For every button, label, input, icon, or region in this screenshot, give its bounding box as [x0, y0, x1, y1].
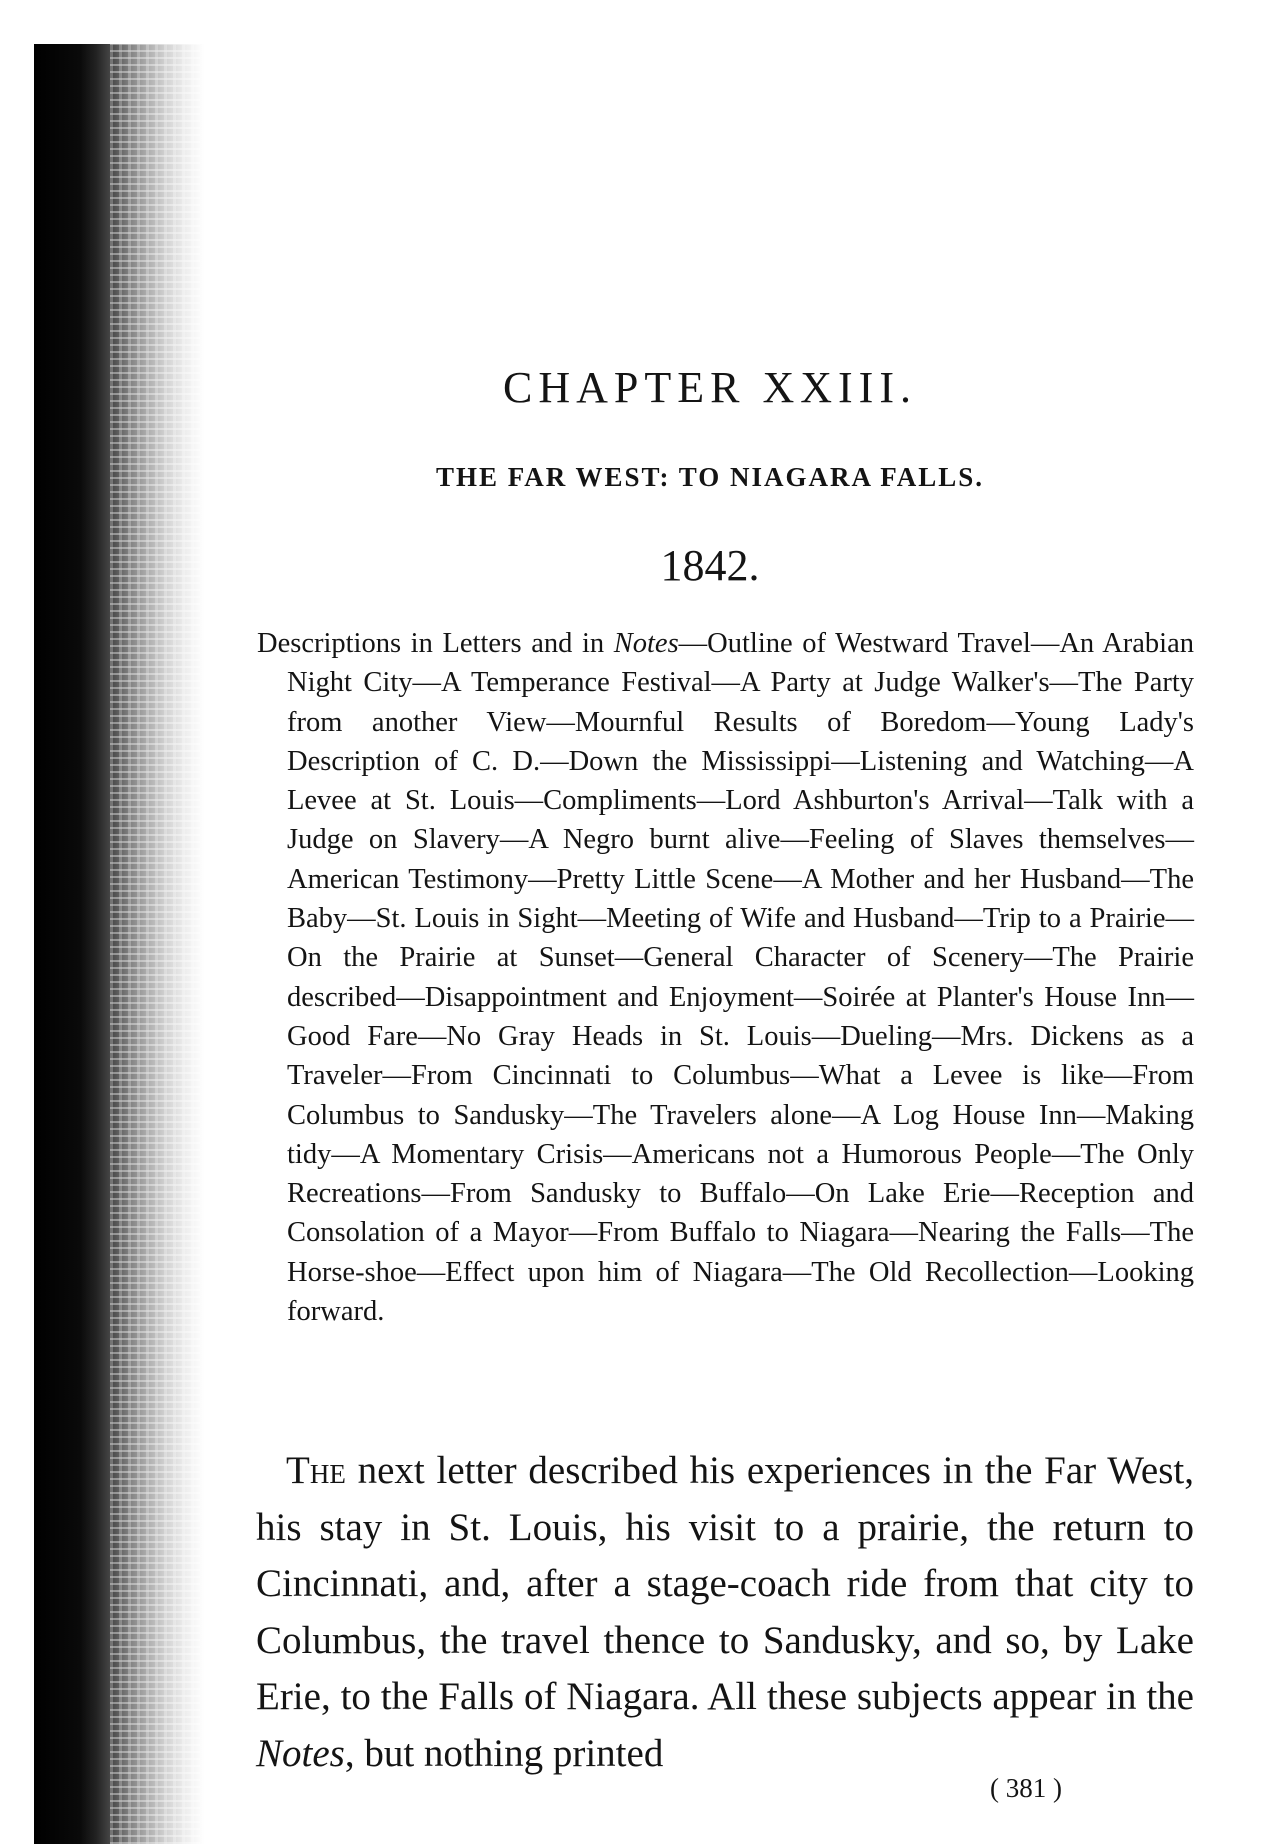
- body-notes-italic: Notes: [256, 1731, 345, 1775]
- chapter-synopsis: [257, 624, 1194, 1331]
- body-text-before: next letter described his experiences in the Far West, his stay in St. Louis, his visit to a prairie, the return to Cincinnati, and, after a stage-coach ride from that city to Columbus, the travel thence to Sandusky, and so, by Lake Erie, to the Falls of Niagara. All these subjects appear in the: [256, 1449, 1194, 1719]
- synopsis-notes-italic: Notes: [613, 628, 679, 659]
- chapter-title: CHAPTER XXIII.: [503, 363, 917, 412]
- synopsis-lead: Descriptions in Letters and in: [257, 628, 614, 659]
- chapter-year: 1842.: [660, 541, 760, 590]
- chapter-subtitle: THE FAR WEST: TO NIAGARA FALLS.: [435, 462, 985, 492]
- scan-gutter-speckle: [110, 44, 200, 1844]
- body-text-after: , but nothing printed: [344, 1731, 664, 1775]
- body-lead-smallcaps: The: [286, 1449, 346, 1492]
- synopsis-text: —Outline of Westward Travel—An Arabian Night City—A Temperance Festival—A Party at Judge Walker's—The Party from another View—Mournful Results of Boredom—Young Lady's Description of C. D.—Down the Mississippi—Listening and Watching—A Levee at St. Louis—Compliments—Lord Ashburton's Arrival—Talk with a Judge on Slavery—A Negro burnt alive—Feeling of Slaves themselves—American Testimony—Pretty Little Scene—A Mother and her Husband—The Baby—St. Louis in Sight—Meeting of Wife and Husband—Trip to a Prairie—On the Prairie at Sunset—General Character of Scenery—The Prairie described—Disappointment and Enjoyment—Soirée at Planter's House Inn—Good Fare—No Gray Heads in St. Louis—Dueling—Mrs. Dickens as a Traveler—From Cincinnati to Columbus—What a Levee is like—From Columbus to Sandusky—The Travelers alone—A Log House Inn—Making tidy—A Momentary Crisis—Americans not a Humorous People—The Only Recreations—From Sandusky to Buffalo—On Lake Erie—Reception and Consolation of a Mayor—From Buffalo to Niagara—Nearing the Falls—The Horse-shoe—Effect upon him of Niagara—The Old Recollection—Looking forward.: [287, 628, 1194, 1328]
- page-number: ( 381 ): [990, 1773, 1062, 1803]
- body-paragraph: [256, 1443, 1194, 1783]
